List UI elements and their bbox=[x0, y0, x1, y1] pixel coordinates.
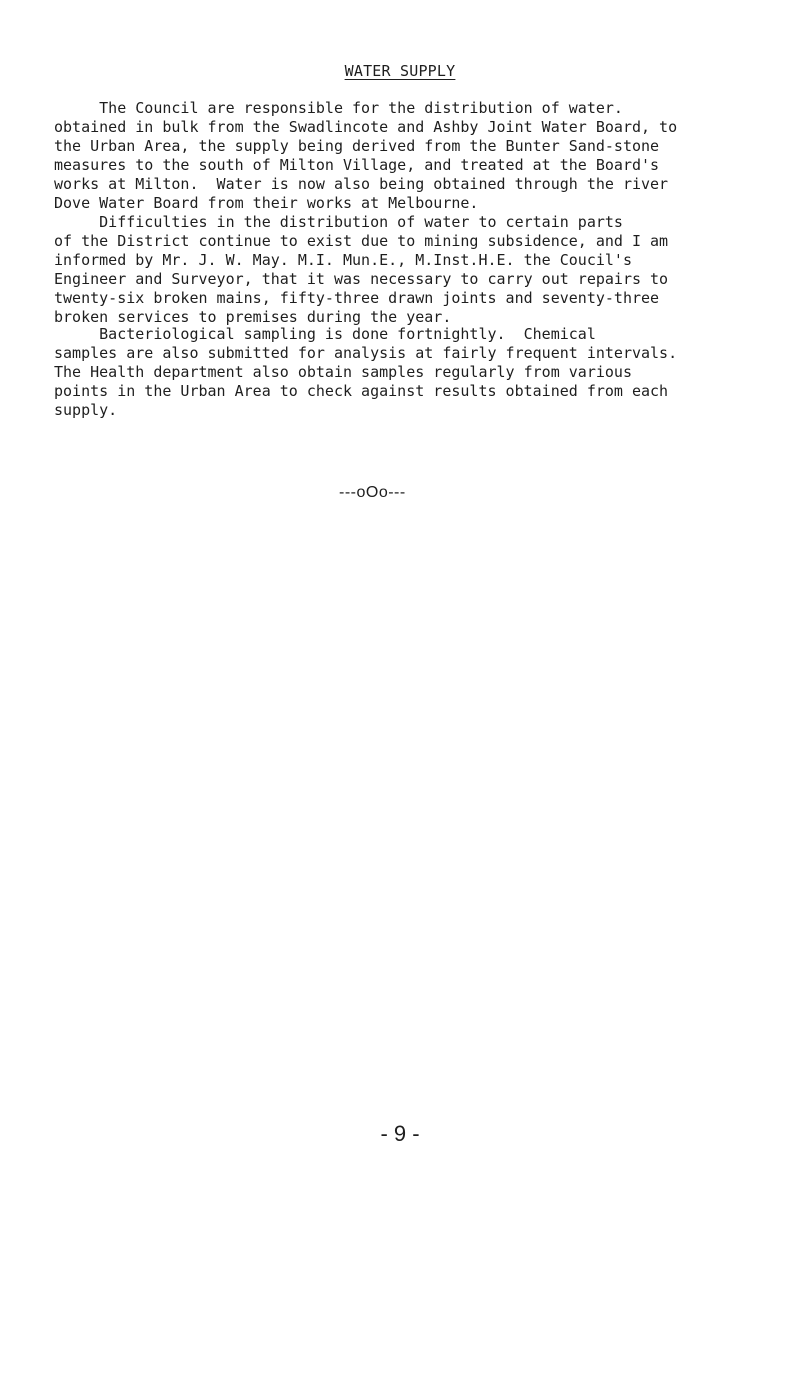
paragraph-line: informed by Mr. J. W. May. M.I. Mun.E., M.Inst.H.E. the Coucil's bbox=[54, 251, 632, 269]
page-number: - 9 - bbox=[380, 1121, 420, 1146]
paragraph-line: supply. bbox=[54, 401, 118, 419]
paragraph-line: broken services to premises during the year. bbox=[54, 308, 452, 326]
paragraph-line: measures to the south of Milton Village, and treated at the Board's bbox=[54, 156, 660, 174]
paragraph-line: Bacteriological sampling is done fortnightly. Chemical bbox=[54, 325, 596, 343]
paragraph-line: obtained in bulk from the Swadlincote and Ashby Joint Water Board, to bbox=[54, 118, 678, 136]
paragraph-line: The Health department also obtain samples regularly from various bbox=[54, 363, 632, 381]
paragraph-sampling bbox=[54, 325, 754, 420]
paragraph-line: Difficulties in the distribution of water to certain parts bbox=[54, 213, 623, 231]
paragraph-line: samples are also submitted for analysis at fairly frequent intervals. bbox=[54, 344, 678, 362]
page-title-text: WATER SUPPLY bbox=[344, 62, 456, 80]
paragraph-line: the Urban Area, the supply being derived from the Bunter Sand-stone bbox=[54, 137, 660, 155]
page-title bbox=[0, 62, 800, 80]
paragraph-difficulties bbox=[54, 213, 754, 327]
paragraph-line: of the District continue to exist due to mining subsidence, and I am bbox=[54, 232, 669, 250]
paragraph-line: Dove Water Board from their works at Melbourne. bbox=[54, 194, 479, 212]
section-separator: ---oOo--- bbox=[339, 484, 406, 501]
paragraph-line: works at Milton. Water is now also being obtained through the river bbox=[54, 175, 669, 193]
paragraph-distribution bbox=[54, 99, 754, 213]
paragraph-line: The Council are responsible for the distribution of water. bbox=[54, 99, 623, 117]
paragraph-line: Engineer and Surveyor, that it was necessary to carry out repairs to bbox=[54, 270, 669, 288]
paragraph-line: points in the Urban Area to check against results obtained from each bbox=[54, 382, 669, 400]
paragraph-line: twenty-six broken mains, fifty-three drawn joints and seventy-three bbox=[54, 289, 660, 307]
